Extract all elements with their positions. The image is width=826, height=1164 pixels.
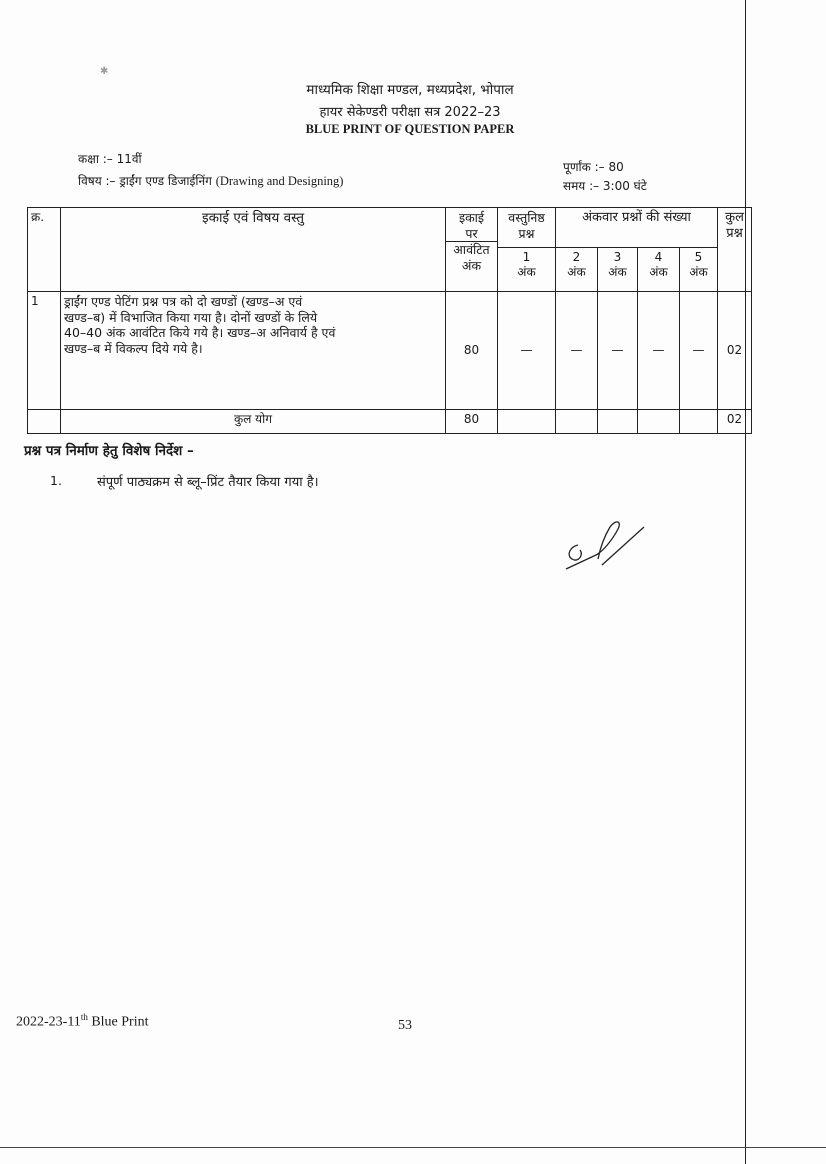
footer-suffix: Blue Print [87, 1014, 149, 1030]
row1-two: — [556, 292, 598, 410]
row1-marks: 80 [446, 292, 498, 410]
max-marks: पूर्णांक :– 80 [563, 160, 624, 174]
blueprint-table [27, 207, 752, 434]
row1-line2: खण्ड–ब) में विभाजित किया गया है। दोनों खण्डों के लिये [64, 309, 318, 325]
header-objective-l2: प्रश्न [518, 225, 535, 241]
class-label: कक्षा :– 11वीं [78, 152, 142, 166]
header-2-mark [556, 248, 598, 292]
row1-objective: — [498, 292, 556, 410]
total-objective-empty [498, 410, 556, 434]
header-unit: इकाई एवं विषय वस्तु [61, 208, 446, 292]
header-marks-l2: पर [465, 225, 478, 241]
table-row [28, 292, 752, 410]
header-objective-l1: वस्तुनिष्ठ [508, 210, 545, 225]
total-marks: 80 [446, 410, 498, 434]
subject-label [78, 172, 343, 189]
total-row [28, 410, 752, 434]
row1-line4: खण्ड–ब में विकल्प दिये गये है। [64, 340, 203, 356]
header-3-mark [598, 248, 638, 292]
header-sno: क्र. [28, 208, 61, 292]
header-marks-l4: अंक [461, 257, 482, 273]
row1-line3: 40–40 अंक आवंटित किये गये है। खण्ड–अ अनिवार्य है एवं [64, 325, 336, 341]
header-marks-l1: इकाई [458, 210, 485, 225]
scan-edge-horizontal [0, 1147, 826, 1148]
header-5-unit: अंक [689, 265, 708, 279]
instruction-1-number: 1. [50, 473, 62, 488]
total-five-empty [680, 410, 718, 434]
total-label: कुल योग [61, 410, 446, 434]
header-total-l2: प्रश्न [726, 226, 743, 242]
header-1: 1 [522, 250, 531, 264]
header-1-mark [498, 248, 556, 292]
row1-description [61, 292, 446, 410]
page-number: 53 [398, 1018, 412, 1033]
header-5-mark [680, 248, 718, 292]
row1-four: — [638, 292, 680, 410]
header-1-unit: अंक [517, 265, 536, 279]
row1-sno: 1 [28, 292, 61, 410]
time-duration: समय :– 3:00 घंटे [563, 179, 647, 193]
scan-edge-vertical [745, 0, 746, 1164]
footer-year: 2022-23-11 [16, 1014, 81, 1030]
header-5: 5 [694, 250, 703, 264]
header-marks-l3: आवंटित [445, 241, 498, 258]
row1-three: — [598, 292, 638, 410]
footer-label [16, 1012, 149, 1031]
subject-english: (Drawing and Designing) [215, 174, 344, 188]
subject-hindi: विषय :– ड्राईंग एण्ड डिजाईनिंग [78, 174, 212, 188]
instruction-1-text: संपूर्ण पाठ्यक्रम से ब्लू–प्रिंट तैयार किया गया है। [97, 475, 319, 490]
total-four-empty [638, 410, 680, 434]
instructions-heading: प्रश्न पत्र निर्माण हेतु विशेष निर्देश – [24, 443, 194, 459]
header-markwise-count: अंकवार प्रश्नों की संख्या [556, 208, 718, 248]
signature [560, 515, 650, 580]
total-three-empty [598, 410, 638, 434]
exam-session: हायर सेकेण्डरी परीक्षा सत्र 2022–23 [319, 105, 501, 120]
scan-speck: ✱ [100, 66, 109, 77]
document-title: BLUE PRINT OF QUESTION PAPER [305, 122, 515, 136]
header-total-l1: कुल [725, 210, 744, 225]
row1-five: — [680, 292, 718, 410]
header-3-unit: अंक [608, 265, 627, 279]
footer-sup: th [80, 1012, 88, 1022]
total-sno-empty [28, 410, 61, 434]
header-total-questions [718, 208, 752, 292]
header-4-mark [638, 248, 680, 292]
board-name: माध्यमिक शिक्षा मण्डल, मध्यप्रदेश, भोपाल [306, 82, 514, 98]
row1-line1: ड्राईंग एण्ड पेटिंग प्रश्न पत्र को दो खण्डों (खण्ड–अ एवं [64, 294, 303, 309]
header-2: 2 [572, 250, 581, 264]
header-allotted-marks [446, 208, 498, 292]
header-3: 3 [613, 250, 622, 264]
header-objective [498, 208, 556, 248]
row1-total: 02 [718, 292, 752, 410]
header-4-unit: अंक [649, 265, 668, 279]
total-questions: 02 [718, 410, 752, 434]
header-2-unit: अंक [567, 265, 586, 279]
header-4: 4 [654, 250, 663, 264]
total-two-empty [556, 410, 598, 434]
